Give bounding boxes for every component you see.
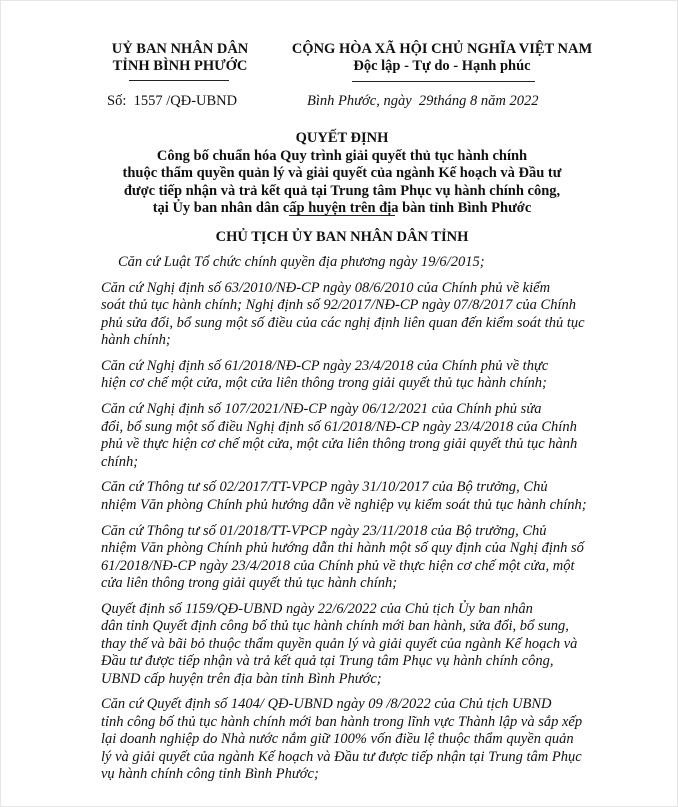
authority-underline — [129, 80, 229, 81]
paragraph-line: soát thủ tục hành chính; Nghị định số 92/2017/NĐ-CP ngày 07/8/2017 của Chính — [101, 297, 577, 314]
paragraph-line: UBND cấp huyện trên địa bàn tỉnh Bình Phước; — [101, 670, 382, 687]
legal-basis-paragraph — [118, 254, 618, 271]
paragraph-line: Căn cứ Nghị định số 63/2010/NĐ-CP ngày 08/6/2010 của Chính phủ về kiểm — [101, 279, 551, 296]
issuing-authority — [85, 41, 275, 75]
paragraph-line: Căn cứ Luật Tổ chức chính quyền địa phương ngày 19/6/2015; — [118, 254, 485, 270]
paragraph-line: nhiệm Văn phòng Chính phủ hướng dẫn thi hành một số quy định của Nghị định số — [101, 540, 584, 557]
paragraph-line: phủ sửa đổi, bổ sung một số điều của các nghị định liên quan đến kiểm soát thủ tục — [101, 314, 585, 331]
paragraph-line: hiện cơ chế một cửa, một cửa liên thông trong giải quyết thủ tục hành chính; — [101, 375, 547, 392]
paragraph-line: Căn cứ Thông tư số 01/2018/TT-VPCP ngày 23/11/2018 của Bộ trưởng, Chủ — [101, 522, 547, 539]
paragraph-line: Quyết định số 1159/QĐ-UBND ngày 22/6/2022 của Chủ tịch Ủy ban nhân — [101, 600, 533, 617]
legal-basis-paragraph — [101, 601, 618, 688]
paragraph-line: Căn cứ Quyết định số 1404/ QĐ-UBND ngày 09 /8/2022 của Chủ tịch UBND — [101, 696, 552, 713]
paragraph-line: cửa liên thông trong giải quyết thủ tục hành chính; — [101, 575, 398, 591]
issuing-authority-line2: TỈNH BÌNH PHƯỚC — [112, 58, 248, 74]
decision-subtitle-line: tại Ủy ban nhân dân cấp huyện trên địa bàn tỉnh Bình Phước — [152, 200, 532, 216]
motto-underline — [352, 81, 535, 82]
paragraph-line: lý và giải quyết của ngành Kế hoạch và Đầu tư được tiếp nhận tại Trung tâm Phục — [101, 748, 582, 765]
paragraph-line: chính; — [101, 453, 139, 470]
document-date: Bình Phước, ngày 29tháng 8 năm 2022 — [307, 93, 539, 109]
issuing-authority-heading: CHỦ TỊCH ỦY BAN NHÂN DÂN TỈNH — [215, 229, 469, 245]
issuing-authority-line1: UỶ BAN NHÂN DÂN — [111, 41, 249, 57]
paragraph-line: phủ về thực hiện cơ chế một cửa, một cửa liên thông trong giải quyết thủ tục hành — [101, 436, 578, 453]
decision-heading: QUYẾT ĐỊNH — [295, 130, 389, 146]
paragraph-line: nhiệm Văn phòng Chính phủ hướng dẫn về nghiệp vụ kiểm soát thủ tục hành chính; — [101, 496, 587, 513]
legal-basis-paragraph — [101, 696, 618, 783]
national-title-line1: CỘNG HÒA XÃ HỘI CHỦ NGHĨA VIỆT NAM — [291, 41, 593, 57]
title-underline — [289, 215, 395, 216]
legal-basis-paragraph — [101, 358, 618, 393]
document-number: Số: 1557 /QĐ-UBND — [107, 93, 238, 109]
paragraph-line: lại doanh nghiệp do Nhà nước nắm giữ 100% vốn điều lệ thuộc thẩm quyền quản — [101, 731, 574, 748]
paragraph-line: 61/2018/NĐ-CP ngày 23/4/2018 của Chính phủ về thực hiện cơ chế một cửa, một — [101, 557, 575, 574]
paragraph-line: Căn cứ Nghị định số 61/2018/NĐ-CP ngày 23/4/2018 của Chính phủ về thực — [101, 358, 549, 375]
paragraph-line: Đầu tư được tiếp nhận và trả kết quả tại Trung tâm Phục vụ hành chính công, — [101, 653, 554, 670]
document-body — [101, 254, 618, 792]
paragraph-line: Căn cứ Thông tư số 02/2017/TT-VPCP ngày 31/10/2017 của Bộ trưởng, Chủ — [101, 479, 548, 496]
decision-title — [61, 130, 623, 218]
decision-subtitle-line: Công bố chuẩn hóa Quy trình giải quyết thủ tục hành chính — [156, 147, 528, 164]
paragraph-line: Căn cứ Nghị định số 107/2021/NĐ-CP ngày 06/12/2021 của Chính phủ sửa — [101, 401, 542, 418]
paragraph-line: đổi, bổ sung một số điều Nghị định số 61/2018/NĐ-CP ngày 23/4/2018 của Chính — [101, 418, 577, 435]
legal-basis-paragraph — [101, 479, 618, 514]
paragraph-line: tỉnh công bố thủ tục hành chính mới ban hành trong lĩnh vực Thành lập và sắp xếp — [101, 713, 583, 730]
legal-basis-paragraph — [101, 523, 618, 593]
decision-subtitle-line: được tiếp nhận và trả kết quả tại Trung tâm Phục vụ hành chính công, — [123, 182, 561, 199]
paragraph-line: vụ hành chính công tỉnh Bình Phước; — [101, 766, 319, 783]
paragraph-line: hành chính; — [101, 332, 171, 349]
national-title — [286, 41, 598, 75]
paragraph-line: dân tỉnh Quyết định công bố thủ tục hành chính mới ban hành, sửa đổi, bổ sung, — [101, 618, 569, 635]
legal-basis-paragraph — [101, 401, 618, 471]
decision-subtitle-line: thuộc thẩm quyền quản lý và giải quyết của ngành Kế hoạch và Đầu tư — [122, 165, 562, 181]
national-motto: Độc lập - Tự do - Hạnh phúc — [353, 58, 531, 74]
paragraph-line: thay thế và bãi bỏ thuộc thẩm quyền quản lý và giải quyết của ngành Kế hoạch và — [101, 635, 578, 652]
legal-basis-paragraph — [101, 280, 618, 350]
